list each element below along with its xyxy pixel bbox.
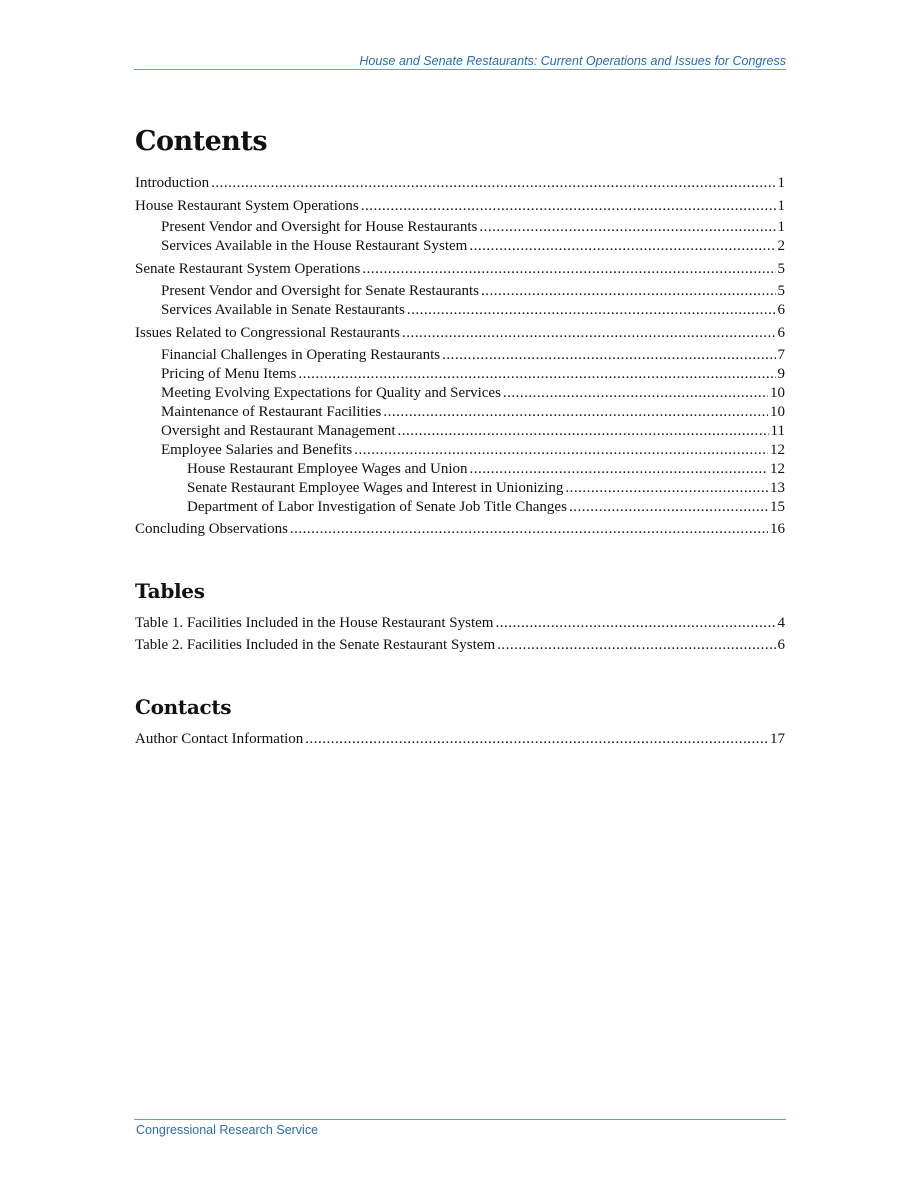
toc-entry-label: Table 1. Facilities Included in the House Restaurant System [135,615,494,631]
toc-entry-page-number: 7 [777,347,785,363]
toc-entry-label: Introduction [135,175,210,191]
toc-entry-label: Services Available in Senate Restaurants [161,302,405,318]
dot-leader [479,218,775,237]
toc-entry[interactable] [135,479,785,498]
toc-entry[interactable] [135,422,785,441]
dot-leader [298,365,775,384]
toc-entry-label: Senate Restaurant Employee Wages and Interest in Unionizing [187,480,564,496]
toc-entry[interactable] [135,237,785,256]
footer-rule [134,1119,786,1120]
toc-entry-page-number: 12 [770,461,785,477]
toc-entry-page-number: 11 [770,423,785,439]
toc-entry[interactable] [135,384,785,403]
dot-leader [481,282,776,301]
dot-leader [362,260,775,279]
toc-entry-page-number: 5 [777,283,785,299]
toc-entry-label: Employee Salaries and Benefits [161,442,353,458]
dot-leader [442,346,775,365]
toc-entry-label: House Restaurant Employee Wages and Union [187,461,468,477]
toc-entry[interactable] [135,365,785,384]
dot-leader [211,174,775,193]
toc-entry-label: Present Vendor and Oversight for House Restaurants [161,219,478,235]
dot-leader [469,237,775,256]
contents-heading: Contents [135,126,268,157]
tables-heading: Tables [135,579,205,603]
dot-leader [305,730,768,749]
running-header: House and Senate Restaurants: Current Operations and Issues for Congress [359,54,786,68]
dot-leader [354,441,768,460]
dot-leader [407,301,776,320]
toc-entry[interactable] [135,498,785,517]
dot-leader [565,479,768,498]
toc-entry[interactable] [135,520,785,539]
toc-entry-page-number: 16 [770,521,785,537]
dot-leader [569,498,768,517]
toc-entry[interactable] [135,403,785,422]
toc-entry-page-number: 15 [770,499,785,515]
toc-entry-page-number: 1 [777,219,785,235]
dot-leader [495,614,775,633]
toc-entry-page-number: 9 [777,366,785,382]
toc-entry-page-number: 6 [777,302,785,318]
toc-entry-label: Concluding Observations [135,521,288,537]
toc-entry[interactable] [135,346,785,365]
toc-entry-page-number: 4 [777,615,785,631]
toc-entry[interactable] [135,218,785,237]
toc-entry-label: Services Available in the House Restaurant System [161,238,468,254]
toc-entry-page-number: 17 [770,731,785,747]
toc-entry[interactable] [135,174,785,193]
dot-leader [503,384,768,403]
toc-entry[interactable] [135,197,785,216]
toc-entry-label: Present Vendor and Oversight for Senate Restaurants [161,283,479,299]
toc-entry-label: Senate Restaurant System Operations [135,261,361,277]
toc-entry-page-number: 13 [770,480,785,496]
toc-entry-label: Issues Related to Congressional Restaurants [135,325,400,341]
toc-entry[interactable] [135,324,785,343]
toc-entry-page-number: 6 [777,637,785,653]
toc-entry-page-number: 2 [777,238,785,254]
toc-entry-label: Department of Labor Investigation of Senate Job Title Changes [187,499,567,515]
contacts-heading: Contacts [135,695,232,719]
toc-entry-label: Oversight and Restaurant Management [161,423,396,439]
dot-leader [398,422,769,441]
toc-entry-page-number: 5 [777,261,785,277]
toc-entry[interactable] [135,441,785,460]
toc-entry-page-number: 10 [770,404,785,420]
toc-entry-label: Table 2. Facilities Included in the Senate Restaurant System [135,637,496,653]
dot-leader [290,520,768,539]
toc-entry-page-number: 12 [770,442,785,458]
toc-entry[interactable] [135,614,785,633]
toc-entry[interactable] [135,301,785,320]
toc-entry[interactable] [135,260,785,279]
footer-organization: Congressional Research Service [136,1123,319,1137]
toc-entry-page-number: 6 [777,325,785,341]
dot-leader [402,324,776,343]
dot-leader [497,636,775,655]
toc-entry[interactable] [135,460,785,479]
dot-leader [470,460,768,479]
toc-entry-label: Maintenance of Restaurant Facilities [161,404,382,420]
dot-leader [361,197,776,216]
toc-entry[interactable] [135,730,785,749]
toc-entry-page-number: 10 [770,385,785,401]
toc-entry-label: Pricing of Menu Items [161,366,297,382]
toc-entry-label: House Restaurant System Operations [135,198,359,214]
dot-leader [383,403,768,422]
toc-entry-label: Author Contact Information [135,731,304,747]
toc-entry[interactable] [135,636,785,655]
toc-entry-page-number: 1 [777,198,785,214]
toc-entry-label: Meeting Evolving Expectations for Quality and Services [161,385,501,401]
toc-entry[interactable] [135,282,785,301]
toc-entry-page-number: 1 [777,175,785,191]
header-rule [134,69,786,70]
toc-entry-label: Financial Challenges in Operating Restaurants [161,347,441,363]
